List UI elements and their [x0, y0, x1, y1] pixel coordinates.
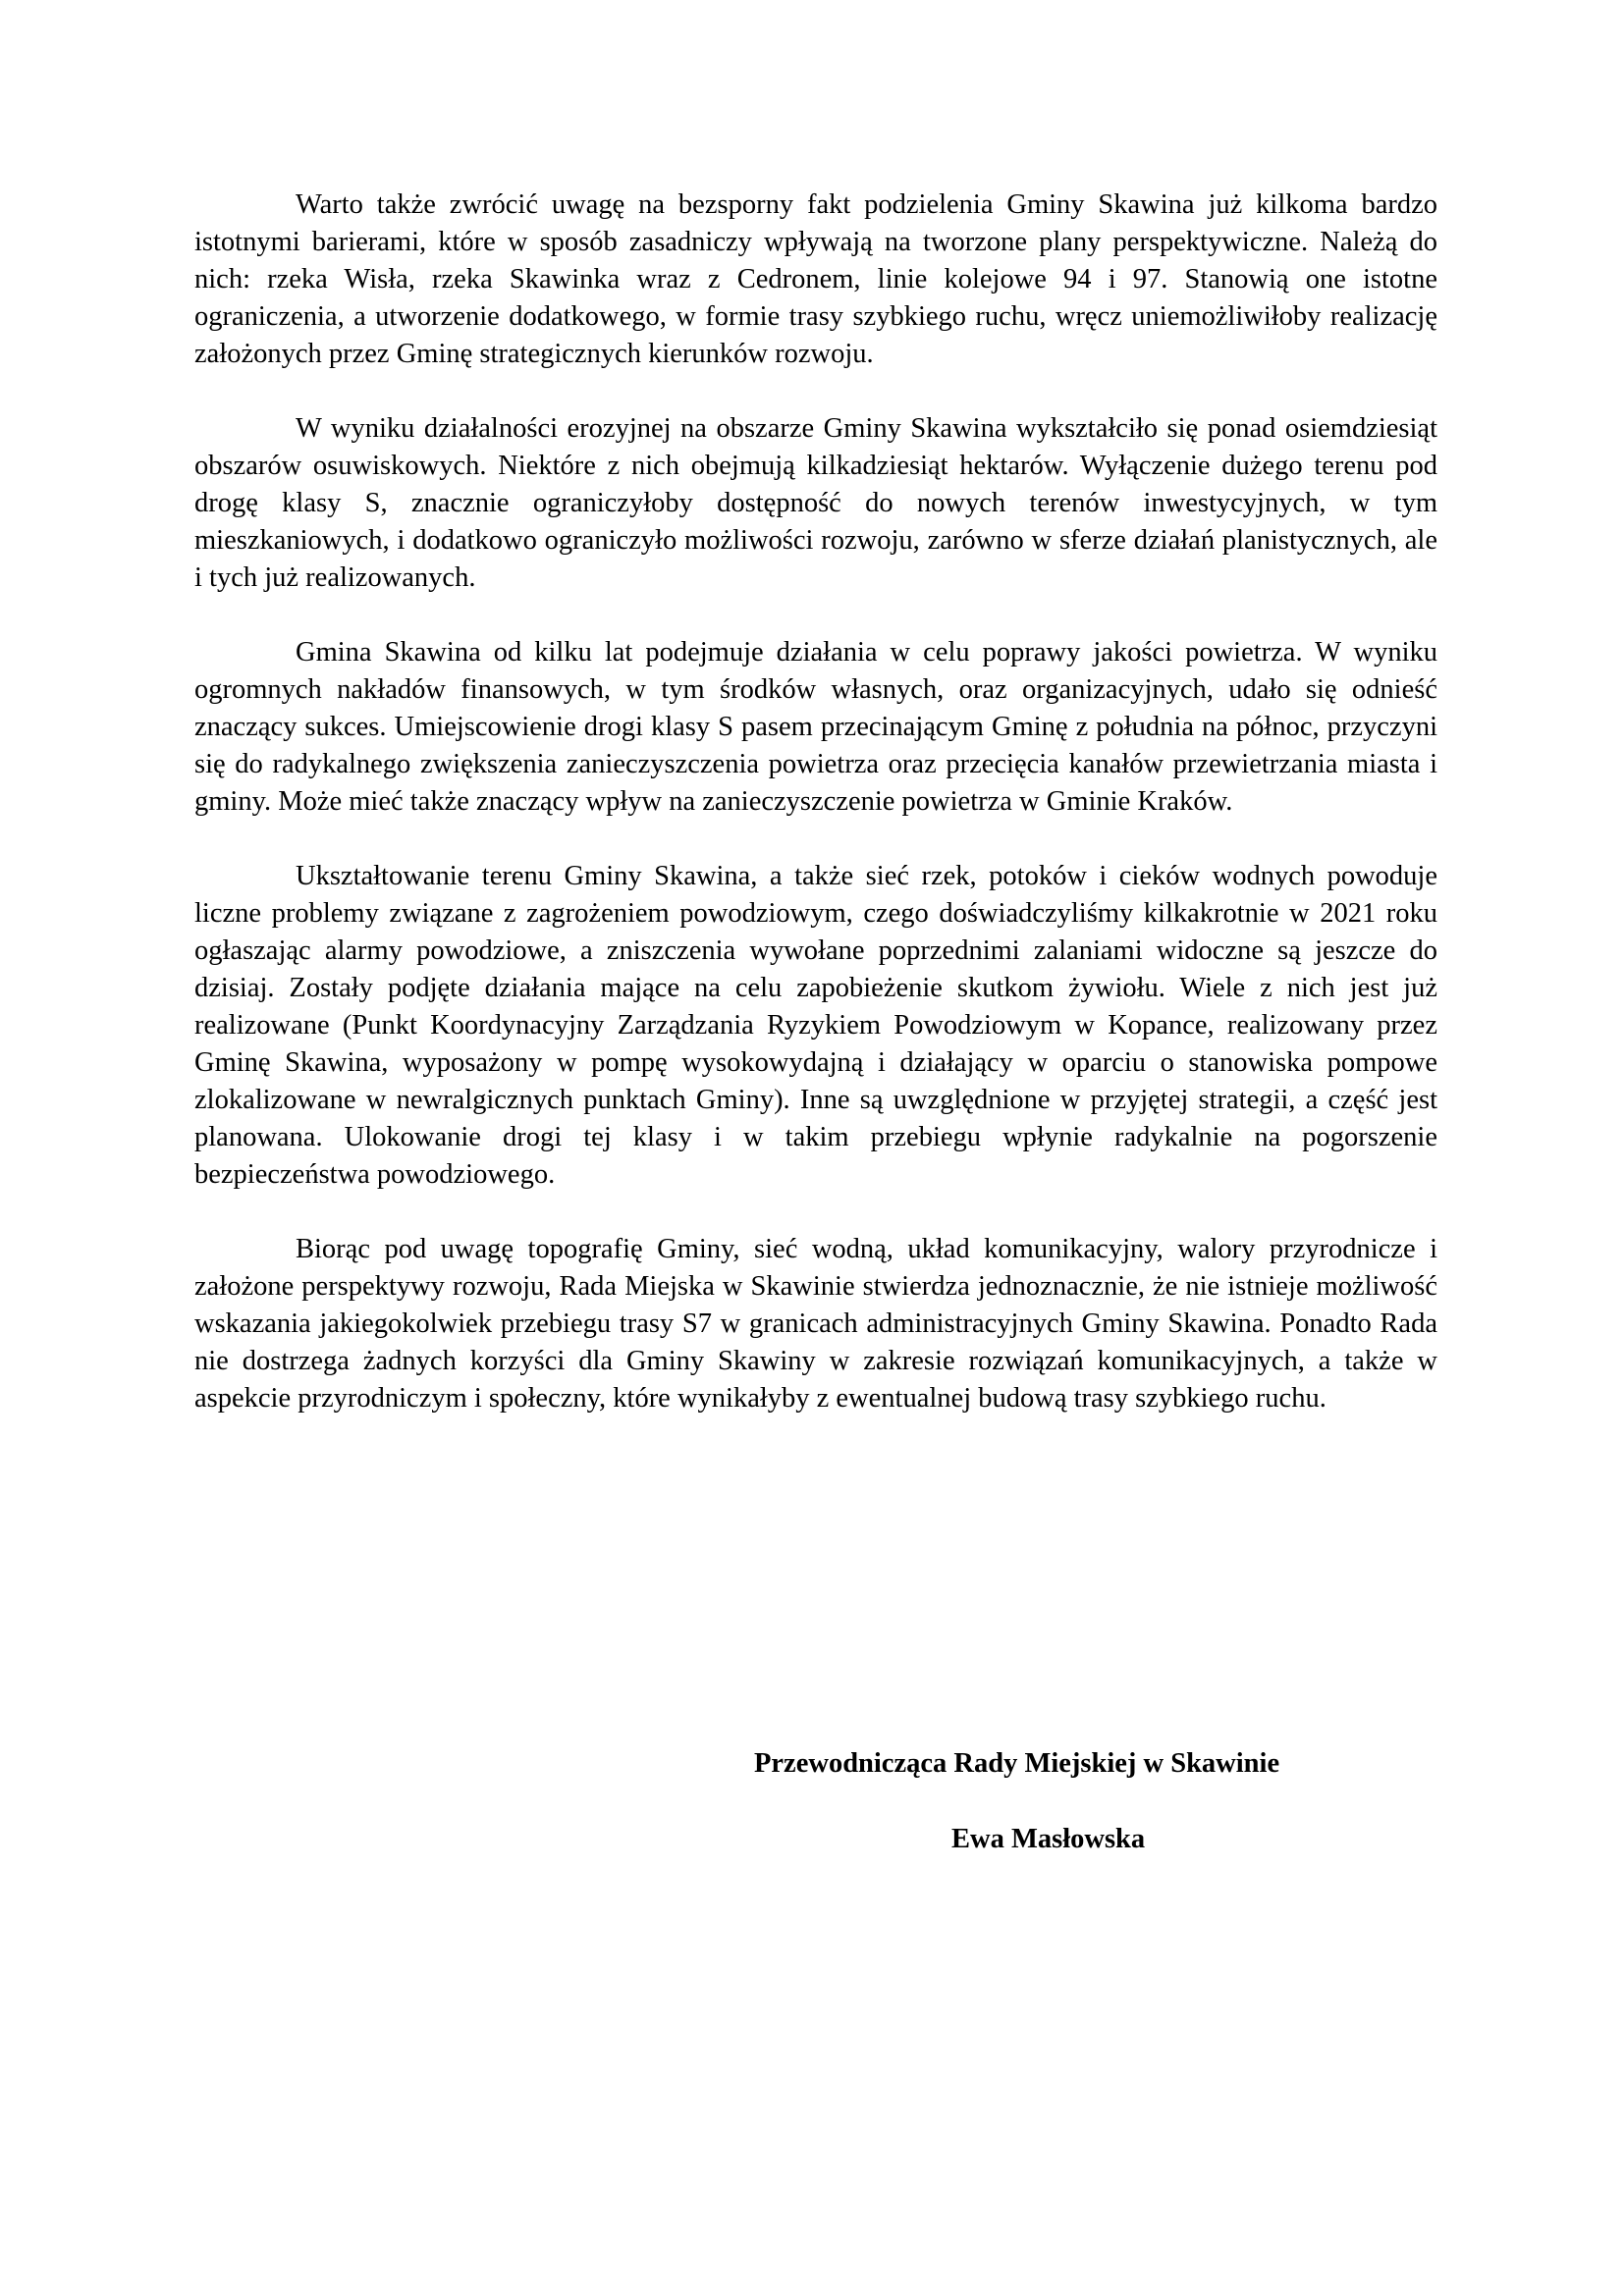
- document-body: [194, 187, 1437, 1455]
- paragraph-conclusion: Biorąc pod uwagę topografię Gminy, sieć wodną, układ komunikacyjny, walory przyrodnicze i założone perspektywy rozwoju, Rada Miejska w Skawinie stwierdza jednoznacznie, że nie istnieje możliwość wskazania jakiegokolwiek przebiegu trasy S7 w granicach administracyjnych Gminy Skawina. Ponadto Rada nie dostrzega żadnych korzyści dla Gminy Skawiny w zakresie rozwiązań komunikacyjnych, a także w aspekcie przyrodniczym i społeczny, które wynikałyby z ewentualnej budową trasy szybkiego ruchu.: [194, 1234, 1437, 1414]
- signatory-name: Ewa Masłowska: [951, 1824, 1146, 1854]
- paragraph-barriers: Warto także zwrócić uwagę na bezsporny fakt podzielenia Gminy Skawina już kilkoma bardzo istotnymi barierami, które w sposób zasadniczy wpływają na tworzone plany perspektywiczne. Należą do nich: rzeka Wisła, rzeka Skawinka wraz z Cedronem, linie kolejowe 94 i 97. Stanowią one istotne ograniczenia, a utworzenie dodatkowego, w formie trasy szybkiego ruchu, wręcz uniemożliwiłoby realizację założonych przez Gminę strategicznych kierunków rozwoju.: [194, 189, 1437, 369]
- paragraph-air-quality: Gmina Skawina od kilku lat podejmuje działania w celu poprawy jakości powietrza. W wyniku ogromnych nakładów finansowych, w tym środków własnych, oraz organizacyjnych, udało się odnieść znaczący sukces. Umiejscowienie drogi klasy S pasem przecinającym Gminę z południa na północ, przyczyni się do radykalnego zwiększenia zanieczyszczenia powietrza oraz przecięcia kanałów przewietrzania miasta i gminy. Może mieć także znaczący wpływ na zanieczyszczenie powietrza w Gminie Kraków.: [194, 637, 1437, 817]
- paragraph-flood-risk: Ukształtowanie terenu Gminy Skawina, a także sieć rzek, potoków i cieków wodnych powoduje liczne problemy związane z zagrożeniem powodziowym, czego doświadczyliśmy kilkakrotnie w 2021 roku ogłaszając alarmy powodziowe, a zniszczenia wywołane poprzednimi zalaniami widoczne są jeszcze do dzisiaj. Zostały podjęte działania mające na celu zapobieżenie skutkom żywiołu. Wiele z nich jest już realizowane (Punkt Koordynacyjny Zarządzania Ryzykiem Powodziowym w Kopance, realizowany przez Gminę Skawina, wyposażony w pompę wysokowydajną i działający w oparciu o stanowiska pompowe zlokalizowane w newralgicznych punktach Gminy). Inne są uwzględnione w przyjętej strategii, a część jest planowana. Ulokowanie drogi tej klasy i w takim przebiegu wpłynie radykalnie na pogorszenie bezpieczeństwa powodziowego.: [194, 861, 1437, 1190]
- paragraph-landslides: W wyniku działalności erozyjnej na obszarze Gminy Skawina wykształciło się ponad osiemdziesiąt obszarów osuwiskowych. Niektóre z nich obejmują kilkadziesiąt hektarów. Wyłączenie dużego terenu pod drogę klasy S, znacznie ograniczyłoby dostępność do nowych terenów inwestycyjnych, w tym mieszkaniowych, i dodatkowo ograniczyło możliwości rozwoju, zarówno w sferze działań planistycznych, ale i tych już realizowanych.: [194, 413, 1437, 593]
- signatory-role: Przewodnicząca Rady Miejskiej w Skawinie: [754, 1748, 1280, 1779]
